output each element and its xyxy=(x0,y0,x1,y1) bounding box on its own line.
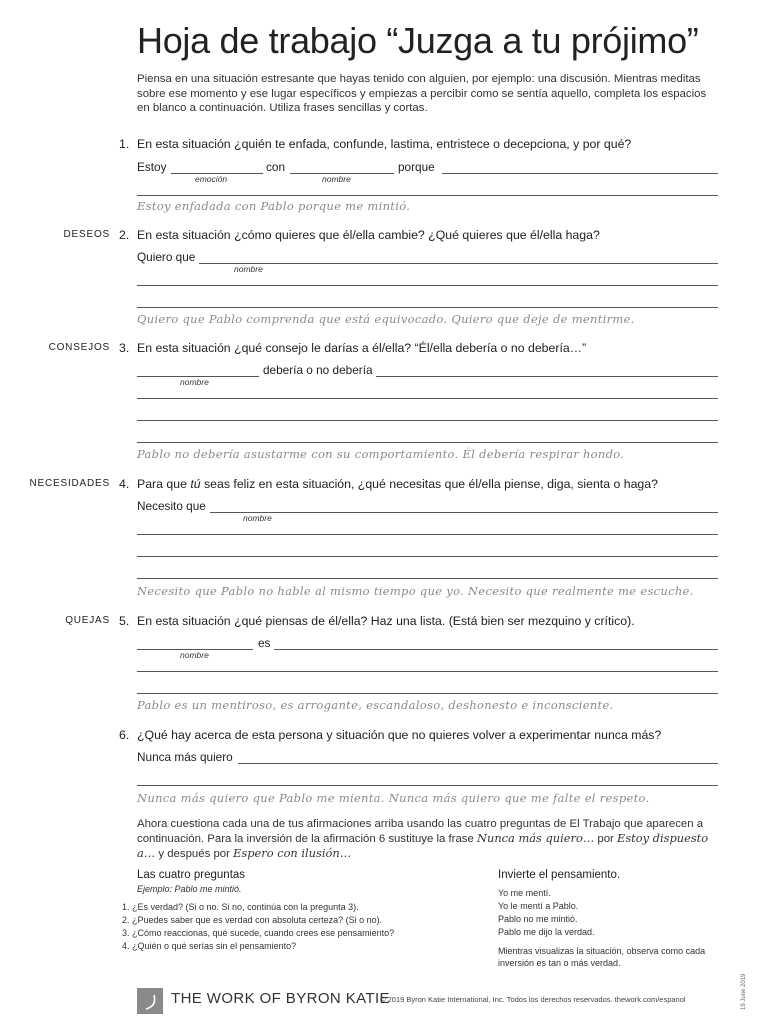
q1-emotion-hint: emoción xyxy=(195,174,228,184)
q3-deberia-label: debería o no debería xyxy=(263,363,373,377)
four-questions-heading: Las cuatro preguntas xyxy=(137,869,246,881)
footer-logo-text: THE WORK OF BYRON KATIE xyxy=(171,990,390,1007)
q1-example: Estoy enfadada con Pablo porque me mintió. xyxy=(137,199,411,213)
q4-field-1[interactable] xyxy=(210,512,718,513)
question-item: 2. ¿Puedes saber que es verdad con absoluta certeza? (Si o no). xyxy=(122,915,383,925)
q1-name-hint: nombre xyxy=(322,174,351,184)
q4-number: 4. xyxy=(119,477,130,491)
q4-field-2[interactable] xyxy=(137,534,718,535)
q2-field-3[interactable] xyxy=(137,307,718,308)
q3-number: 3. xyxy=(119,341,130,355)
q6-number: 6. xyxy=(119,728,130,742)
question-item: 4. ¿Quién o qué serías sin el pensamiento? xyxy=(122,941,297,951)
q2-quiero-label: Quiero que xyxy=(137,250,196,264)
q2-text: En esta situación ¿cómo quieres que él/ella cambie? ¿Qué quieres que él/ella haga? xyxy=(137,228,600,242)
q4-name-hint: nombre xyxy=(243,513,272,523)
q2-field-2[interactable] xyxy=(137,285,718,286)
q3-side-label: CONSEJOS xyxy=(48,342,110,353)
question-item: 3. ¿Cómo reaccionas, qué sucede, cuando crees ese pensamiento? xyxy=(122,928,395,938)
q5-es-label: es xyxy=(258,636,271,650)
instruction-paragraph: Ahora cuestiona cada una de tus afirmaciones arriba usando las cuatro preguntas de El Trabajo que aparecen a continuación. Para la inversión de la afirmación 6 sustituye la frase Nunca más quiero… por Estoy dispuesto a… y después por Espero con ilusión… xyxy=(137,818,709,860)
footer-copyright: © 2019 Byron Katie International, Inc. Todos los derechos reservados. thework.com/espanol xyxy=(380,995,686,1004)
q1-number: 1. xyxy=(119,137,130,151)
q3-field-3[interactable] xyxy=(137,420,718,421)
turnaround-note: Mientras visualizas la situación, observa como cada inversión es tan o más verdad. xyxy=(498,946,706,968)
q3-text: En esta situación ¿qué consejo le darías a él/ella? “Él/ella debería o no debería…” xyxy=(137,341,587,355)
turnaround-item: Pablo me dijo la verdad. xyxy=(498,927,595,937)
q5-number: 5. xyxy=(119,614,130,628)
turnaround-heading: Invierte el pensamiento. xyxy=(498,869,621,881)
q4-example: Necesito que Pablo no hable al mismo tiempo que yo. Necesito que realmente me escuche. xyxy=(137,584,694,598)
q6-field-1[interactable] xyxy=(238,763,718,764)
footer-date: 19 June 2019 xyxy=(741,973,747,1010)
q4-necesito-label: Necesito que xyxy=(137,499,206,513)
q3-example: Pablo no debería asustarme con su comportamiento. Él debería respirar hondo. xyxy=(137,447,625,461)
q6-text: ¿Qué hay acerca de esta persona y situación que no quieres volver a experimentar nunca más? xyxy=(137,728,662,742)
q5-field-1[interactable] xyxy=(274,649,718,650)
q1-con-label: con xyxy=(266,160,286,174)
q5-example: Pablo es un mentiroso, es arrogante, escandaloso, deshonesto e inconsciente. xyxy=(137,698,614,712)
q1-extra-line[interactable] xyxy=(137,195,718,196)
q5-name-hint: nombre xyxy=(180,650,209,660)
q2-side-label: DESEOS xyxy=(63,229,110,240)
q6-nunca-label: Nunca más quiero xyxy=(137,750,233,764)
q6-example: Nunca más quiero que Pablo me mienta. Nunca más quiero que me falte el respeto. xyxy=(137,791,650,805)
q4-field-4[interactable] xyxy=(137,578,718,579)
q1-porque-label: porque xyxy=(398,160,435,174)
q5-text: En esta situación ¿qué piensas de él/ella? Haz una lista. (Está bien ser mezquino y crítico). xyxy=(137,614,635,628)
intro-text: Piensa en una situación estresante que hayas tenido con alguien, por ejemplo: una discusión. Mientras meditas sobre ese momento y ese lugar específicos y empiezas a percibir como se sentía aquello, completa los espacios en blanco a continuación. Utiliza frases sencillas y cortas. xyxy=(137,73,707,114)
q2-example: Quiero que Pablo comprenda que está equivocado. Quiero que deje de mentirme. xyxy=(137,312,635,326)
q3-field-4[interactable] xyxy=(137,442,718,443)
q3-field-2[interactable] xyxy=(137,398,718,399)
q4-text: Para que tú seas feliz en esta situación, ¿qué necesitas que él/ella piense, diga, sienta o haga? xyxy=(137,477,658,491)
q1-text: En esta situación ¿quién te enfada, confunde, lastima, entristece o decepciona, y por qué? xyxy=(137,137,632,151)
page-title: Hoja de trabajo “Juzga a tu prójimo” xyxy=(137,20,699,61)
q2-number: 2. xyxy=(119,228,130,242)
q3-name-hint: nombre xyxy=(180,377,209,387)
q4-field-3[interactable] xyxy=(137,556,718,557)
q6-field-2[interactable] xyxy=(137,785,718,786)
q2-name-hint: nombre xyxy=(234,264,263,274)
q5-field-2[interactable] xyxy=(137,671,718,672)
q5-side-label: QUEJAS xyxy=(65,615,110,626)
turnaround-item: Pablo no me mintió. xyxy=(498,914,578,924)
q3-field-1[interactable] xyxy=(376,376,718,377)
q4-side-label: NECESIDADES xyxy=(29,478,110,489)
four-questions-example: Ejemplo: Pablo me mintió. xyxy=(137,884,242,894)
q5-field-3[interactable] xyxy=(137,693,718,694)
q2-field-1[interactable] xyxy=(199,263,718,264)
turnaround-item: Yo me mentí. xyxy=(498,888,551,898)
question-item: 1. ¿Es verdad? (Si o no. Si no, continúa con la pregunta 3). xyxy=(122,902,359,912)
turnaround-item: Yo le mentí a Pablo. xyxy=(498,901,579,911)
byron-katie-logo-icon xyxy=(137,988,163,1014)
q1-reason-field[interactable] xyxy=(442,173,718,174)
q1-estoy-label: Estoy xyxy=(137,160,167,174)
